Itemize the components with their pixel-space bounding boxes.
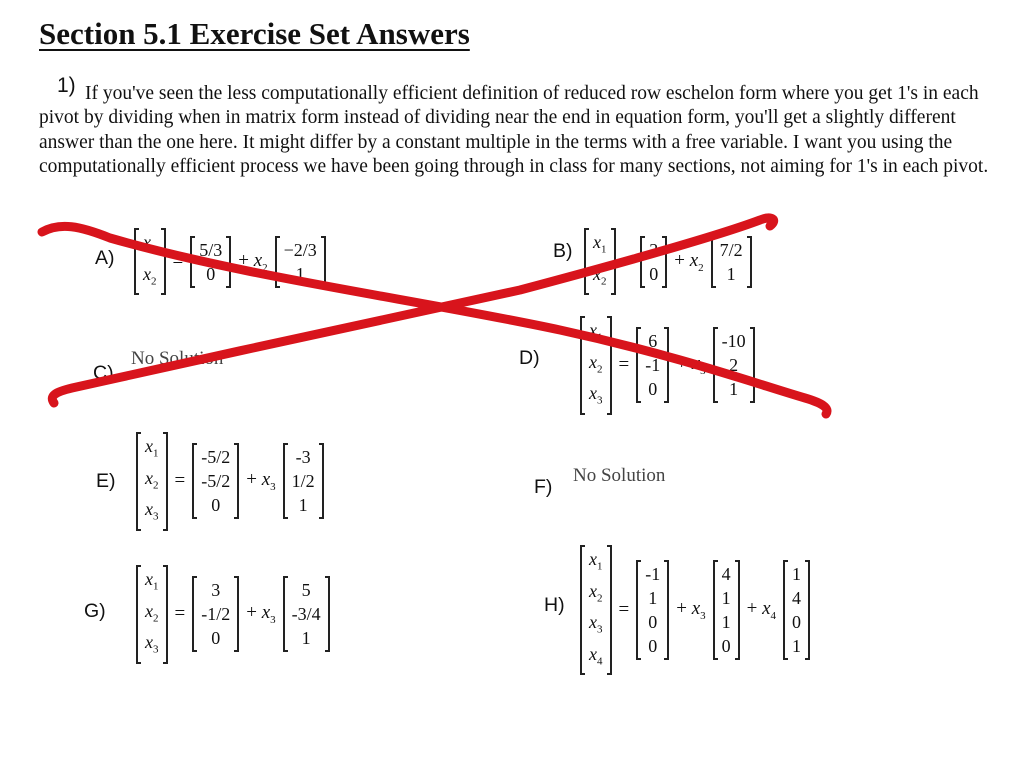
var-x2: $x_2$ [589,351,603,376]
var-x2: $x_2$ [593,263,607,288]
entry: 0 [206,263,216,284]
entry: 5 [301,580,311,601]
answer-label-b: B) [553,240,573,262]
answer-label-a: A) [95,247,115,269]
var-x3: $x_3$ [145,632,159,656]
var-x2: $x_2$ [589,580,603,605]
plus-free-var: + $x_2$ [674,249,704,274]
intro-text: If you've seen the less computationally efficient definition of reduced row eschelon form where you get 1's in each pivot by dividing when in matrix form instead of dividing near the end in equation form, you'll get a slightly different answer than the one here. It might differ by a constant multiple in the terms with a free variable. I want you using the computationally efficient process we have been going through in class for many sections, not aiming for 1's in each pivot. [39,83,989,177]
entry: 3 [211,580,221,601]
var-x1: $x_1$ [145,569,159,593]
var-x3: $x_3$ [589,612,603,636]
equals-sign: = [174,603,186,625]
var-x2: $x_2$ [143,263,157,288]
entry: 2 [729,355,739,376]
var-x4: $x_4$ [589,643,603,668]
entry: 0 [211,495,221,516]
entry: -5/2 [201,471,231,492]
answer-label-h: H) [544,594,565,616]
equals-sign: = [622,250,634,272]
entry: 1 [295,263,305,284]
entry: -1 [645,355,661,376]
entry: 0 [649,263,659,284]
entry: 1 [792,564,802,585]
entry: 0 [648,379,658,400]
equals-sign: = [174,470,186,492]
var-x1: $x_1$ [589,549,603,573]
equals-sign: = [618,599,630,621]
equals-sign: = [618,354,630,376]
answer-label-c: C) [93,362,114,384]
entry: 1 [301,628,311,649]
entry: 0 [721,636,731,657]
entry: 3 [649,239,659,260]
entry: 1 [298,495,308,516]
entry: 0 [648,612,658,633]
entry: 1 [721,588,731,609]
plus-free-var: + $x_3$ [676,598,706,623]
plus-free-var: + $x_3$ [676,353,706,378]
equals-sign: = [172,250,184,272]
plus-free-var: + $x_2$ [238,249,268,274]
var-x1: $x_1$ [593,232,607,256]
page-title: Section 5.1 Exercise Set Answers [39,16,470,51]
plus-free-var: + $x_3$ [246,602,276,627]
answer-c-no-solution: No Solution [131,348,224,369]
entry: -5/2 [201,447,231,468]
entry: 0 [792,612,802,633]
entry: -1 [645,564,661,585]
var-x2: $x_2$ [145,600,159,625]
answer-f-no-solution: No Solution [573,465,666,486]
entry: −2/3 [283,239,317,260]
entry: 1 [726,263,736,284]
var-x3: $x_3$ [589,383,603,407]
entry: 1 [729,379,739,400]
entry: 1/2 [291,471,315,492]
answer-label-d: D) [519,347,540,369]
cross-stroke-1 [42,226,827,414]
var-x3: $x_3$ [145,499,159,523]
cross-stroke-2 [52,218,773,403]
entry: -3 [295,447,311,468]
var-x1: $x_1$ [145,436,159,460]
var-x2: $x_2$ [145,467,159,492]
var-x1: $x_1$ [589,320,603,344]
answer-label-g: G) [84,600,106,622]
entry: -1/2 [201,604,231,625]
entry: 5/3 [199,239,223,260]
answer-label-e: E) [96,470,116,492]
var-x1: $x_1$ [143,232,157,256]
entry: 0 [211,628,221,649]
entry: 7/2 [719,239,743,260]
plus-free-var: + $x_3$ [246,469,276,494]
entry: 4 [721,564,731,585]
entry: 6 [648,331,658,352]
question-number: 1) [57,74,76,97]
entry: -3/4 [291,604,321,625]
entry: 1 [792,636,802,657]
answer-label-f: F) [534,476,553,498]
entry: 0 [648,636,658,657]
entry: 1 [721,612,731,633]
plus-free-var-2: + $x_4$ [746,598,777,623]
entry: -10 [721,331,746,352]
entry: 1 [648,588,658,609]
entry: 4 [792,588,802,609]
